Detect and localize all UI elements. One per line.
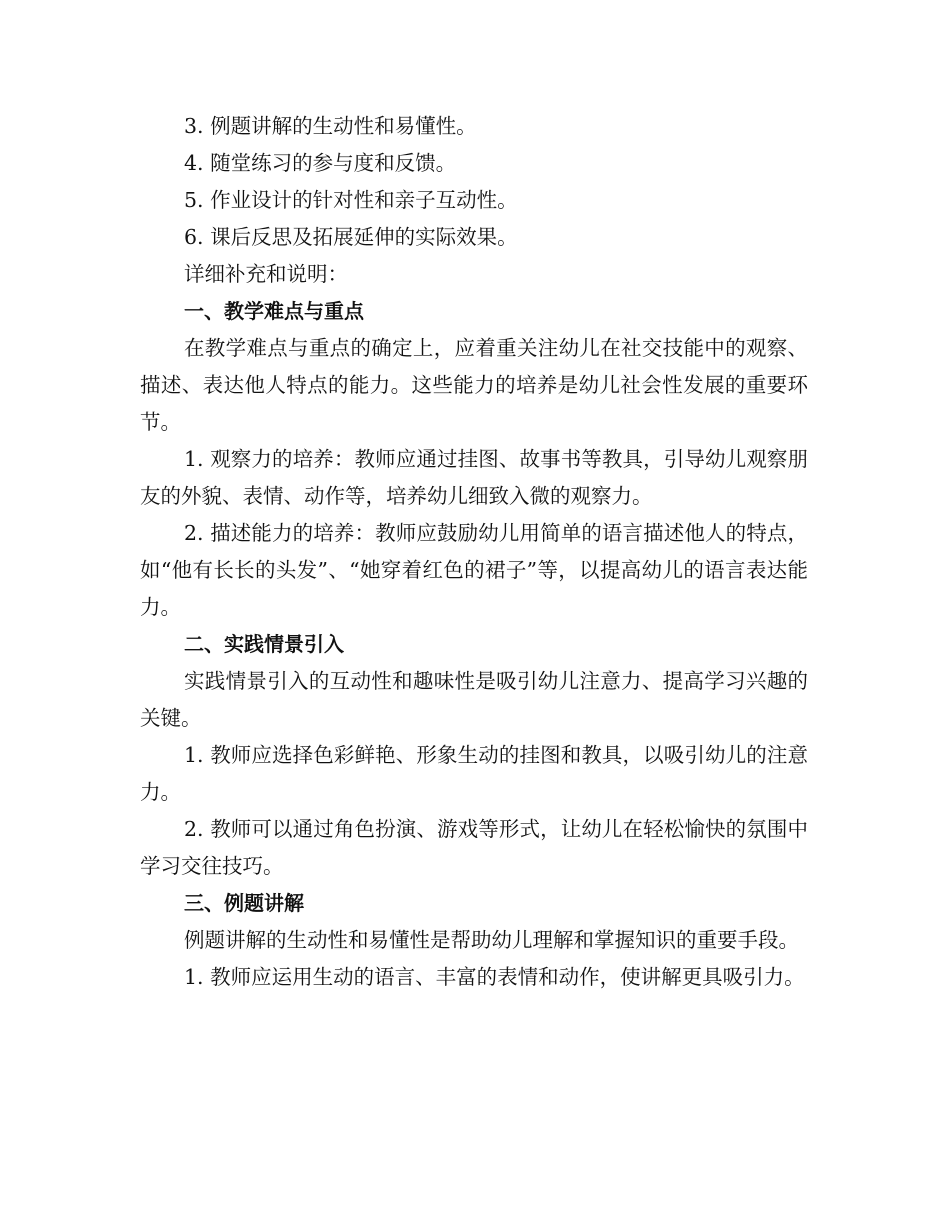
section-3-point-1: 1. 教师应运用生动的语言、丰富的表情和动作，使讲解更具吸引力。 bbox=[184, 965, 805, 989]
list-item-5: 5. 作业设计的针对性和亲子互动性。 bbox=[184, 188, 518, 212]
document-body bbox=[140, 108, 808, 996]
section-heading-2: 二、实践情景引入 bbox=[184, 632, 344, 656]
section-2-point-1: 1. 教师应选择色彩鲜艳、形象生动的挂图和教具，以吸引幼儿的注意力。 bbox=[140, 743, 808, 804]
section-2-paragraph: 实践情景引入的互动性和趣味性是吸引幼儿注意力、提高学习兴趣的关键。 bbox=[140, 669, 808, 730]
section-heading-3: 三、例题讲解 bbox=[184, 891, 304, 915]
section-2-point-2: 2. 教师可以通过角色扮演、游戏等形式，让幼儿在轻松愉快的氛围中学习交往技巧。 bbox=[140, 817, 808, 878]
section-heading-1: 一、教学难点与重点 bbox=[184, 299, 364, 323]
list-item-3: 3. 例题讲解的生动性和易懂性。 bbox=[184, 114, 477, 138]
section-1-point-2: 2. 描述能力的培养：教师应鼓励幼儿用简单的语言描述他人的特点，如“他有长长的头发”、“她穿着红色的裙子”等，以提高幼儿的语言表达能力。 bbox=[140, 521, 808, 619]
supplement-intro: 详细补充和说明： bbox=[184, 262, 348, 286]
section-1-point-1: 1. 观察力的培养：教师应通过挂图、故事书等教具，引导幼儿观察朋友的外貌、表情、动作等，培养幼儿细致入微的观察力。 bbox=[140, 447, 808, 508]
section-3-paragraph: 例题讲解的生动性和易懂性是帮助幼儿理解和掌握知识的重要手段。 bbox=[184, 928, 799, 952]
list-item-4: 4. 随堂练习的参与度和反馈。 bbox=[184, 151, 457, 175]
section-1-paragraph: 在教学难点与重点的确定上，应着重关注幼儿在社交技能中的观察、描述、表达他人特点的能力。这些能力的培养是幼儿社会性发展的重要环节。 bbox=[140, 336, 808, 434]
list-item-6: 6. 课后反思及拓展延伸的实际效果。 bbox=[184, 225, 518, 249]
